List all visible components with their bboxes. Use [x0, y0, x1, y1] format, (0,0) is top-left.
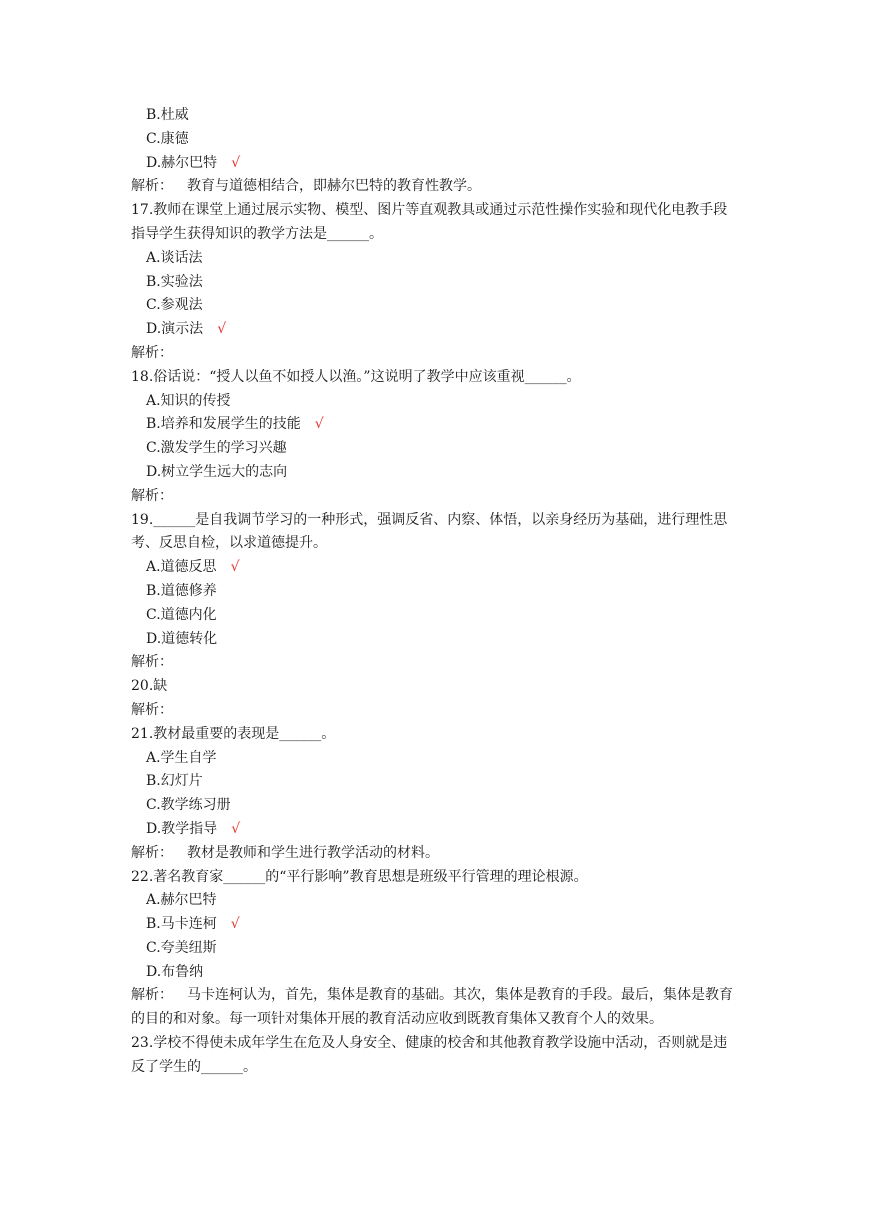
explanation-text: 马卡连柯认为，首先，集体是教育的基础。其次，集体是教育的手段。最后，集体是教育的目的和对象。每一项针对集体开展的教育活动应收到既教育集体又教育个人的效果。	[131, 987, 733, 1028]
explanation-label: 解析：	[131, 344, 173, 361]
question-19	[131, 509, 741, 676]
option-d: D.演示法 √	[146, 321, 227, 338]
correct-check-icon: √	[231, 820, 241, 837]
correct-check-icon: √	[230, 916, 240, 933]
option-b: B.马卡连柯 √	[146, 916, 240, 933]
explanation	[131, 175, 741, 199]
correct-check-icon: √	[217, 321, 227, 338]
explanation-label: 解析：	[131, 701, 173, 718]
explanation	[131, 651, 741, 675]
question-18	[131, 366, 741, 509]
option-c: C.激发学生的学习兴趣	[146, 440, 287, 457]
explanation-text: 教育与道德相结合，即赫尔巴特的教育性教学。	[187, 178, 481, 195]
question-23	[131, 1032, 741, 1080]
correct-check-icon: √	[230, 559, 240, 576]
correct-check-icon: √	[231, 154, 241, 171]
explanation-label: 解析：	[131, 487, 173, 504]
explanation-label: 解析：	[131, 654, 173, 671]
explanation	[131, 699, 741, 723]
option-b: B.实验法	[146, 273, 203, 290]
question-text: 23.学校不得使未成年学生在危及人身安全、健康的校舍和其他教育教学设施中活动，否则就是违反了学生的______。	[131, 1035, 728, 1075]
question-21	[131, 723, 741, 866]
option-a: A.道德反思 √	[146, 559, 240, 576]
option-c: C.参观法	[146, 297, 203, 314]
question-22	[131, 866, 741, 1033]
option-d: D.教学指导 √	[146, 820, 241, 837]
option-b: B.培养和发展学生的技能 √	[146, 416, 324, 433]
option-d: D.树立学生远大的志向	[146, 463, 288, 480]
option-b: B.幻灯片	[146, 773, 203, 790]
explanation	[131, 842, 741, 866]
explanation	[131, 342, 741, 366]
explanation	[131, 485, 741, 509]
option-c: C.夸美纽斯	[146, 939, 217, 956]
correct-check-icon: √	[314, 416, 324, 433]
option-d: D.赫尔巴特 √	[146, 154, 241, 171]
explanation-label: 解析：	[131, 987, 173, 1004]
option-b: B.杜威	[146, 107, 189, 123]
question-list	[131, 104, 741, 1080]
question-20	[131, 675, 741, 723]
explanation-label: 解析：	[131, 844, 173, 861]
option-c: C.道德内化	[146, 606, 217, 623]
question-text: 22.著名教育家______的“平行影响”教育思想是班级平行管理的理论根源。	[131, 868, 588, 885]
option-c: C.康德	[146, 130, 189, 147]
option-d: D.道德转化	[146, 630, 218, 647]
question-text: 19.______是自我调节学习的一种形式，强调反省、内察、体悟，以亲身经历为基础，进行理性思考、反思自检，以求道德提升。	[131, 511, 728, 552]
explanation-label: 解析：	[131, 178, 173, 195]
question-text: 20.缺	[131, 678, 168, 695]
option-a: A.赫尔巴特	[146, 892, 217, 909]
explanation	[131, 984, 741, 1032]
question-text: 21.教材最重要的表现是______。	[131, 725, 336, 742]
question-text: 17.教师在课堂上通过展示实物、模型、图片等直观教具或通过示范性操作实验和现代化电教手段指导学生获得知识的教学方法是______。	[131, 202, 728, 242]
option-a: A.知识的传授	[146, 392, 231, 409]
option-d: D.布鲁纳	[146, 963, 204, 980]
option-a: A.谈话法	[146, 249, 203, 266]
explanation-text: 教材是教师和学生进行教学活动的材料。	[187, 844, 439, 861]
option-b: B.道德修养	[146, 582, 217, 599]
option-c: C.教学练习册	[146, 797, 231, 814]
question-17	[131, 199, 741, 366]
option-a: A.学生自学	[146, 749, 217, 766]
question-text: 18.俗话说：“授人以鱼不如授人以渔。”这说明了教学中应该重视______。	[131, 368, 581, 385]
question-16	[131, 104, 741, 199]
